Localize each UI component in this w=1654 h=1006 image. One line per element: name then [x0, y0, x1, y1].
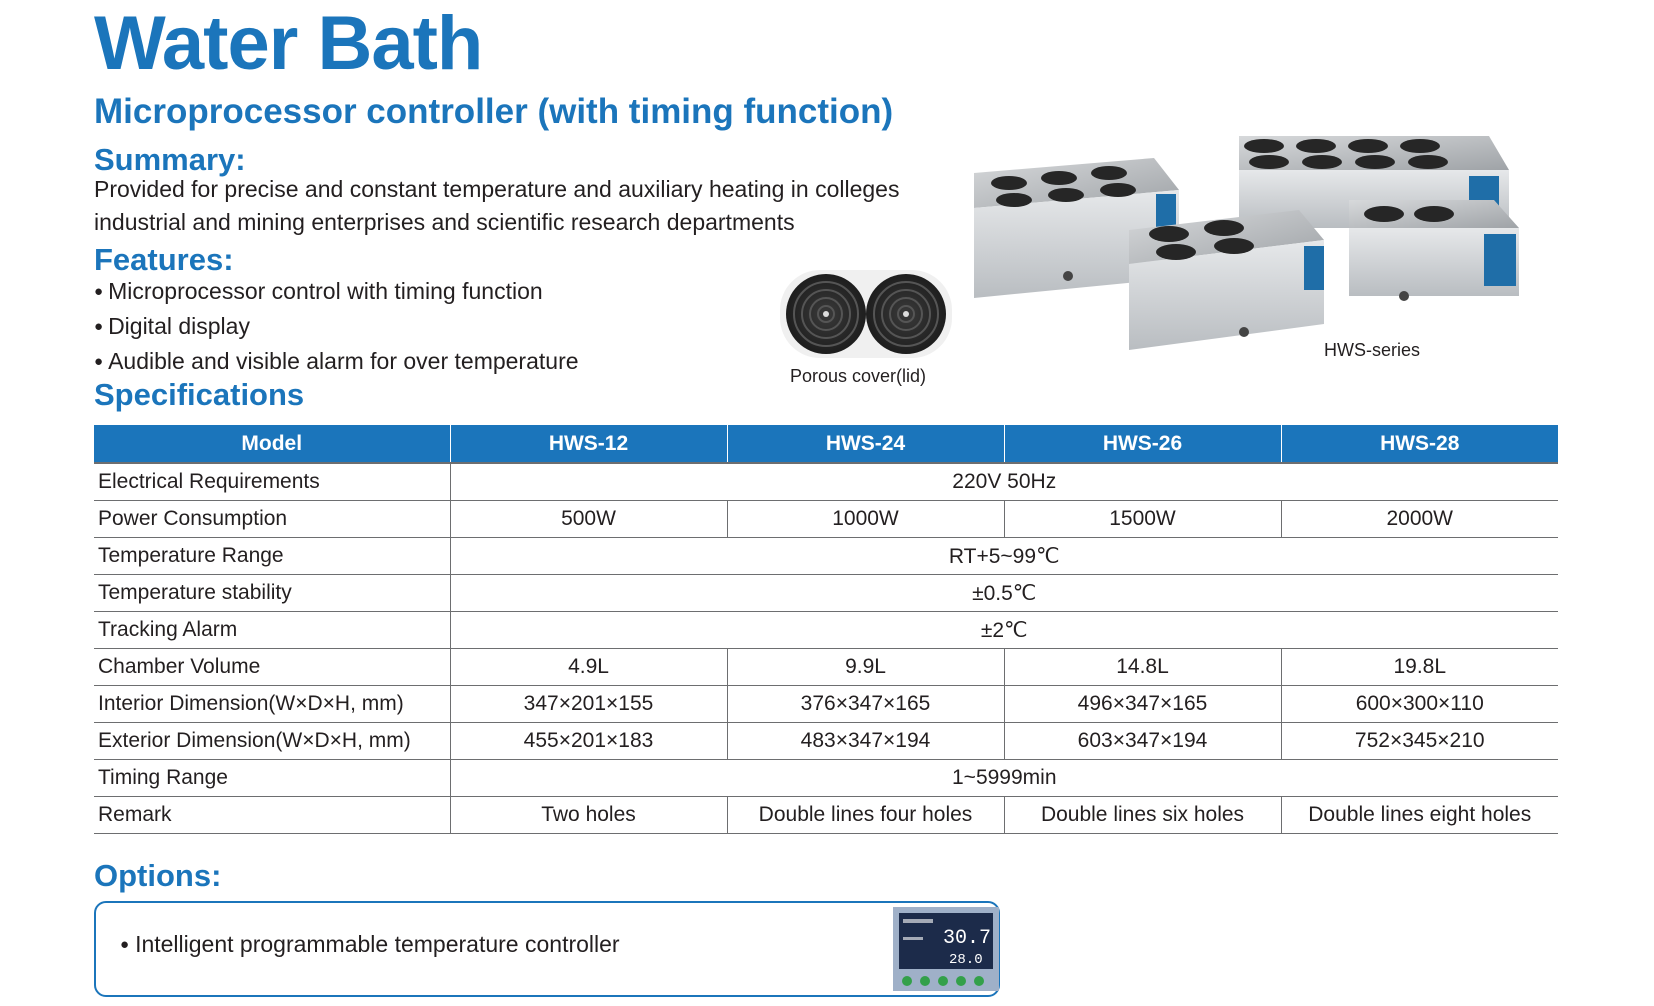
table-cell: 752×345×210	[1281, 723, 1558, 760]
table-cell: 1500W	[1004, 501, 1281, 538]
table-cell: 14.8L	[1004, 649, 1281, 686]
table-cell: 500W	[450, 501, 727, 538]
table-row	[94, 501, 1558, 538]
table-cell: RT+5~99℃	[450, 538, 1558, 575]
table-row	[94, 649, 1558, 686]
page-title: Water Bath	[94, 1, 483, 86]
summary-text: Provided for precise and constant temperature and auxiliary heating in colleges industrial and mining enterprises and scientific research departments	[94, 176, 900, 235]
options-box	[94, 901, 1000, 997]
row-label: Temperature stability	[94, 575, 450, 612]
row-label: Electrical Requirements	[94, 463, 450, 501]
feature-item: ● Audible and visible alarm for over temperature	[94, 344, 579, 379]
controller-display-image	[893, 907, 999, 991]
lid-caption: Porous cover(lid)	[790, 366, 927, 386]
table-cell: 347×201×155	[450, 686, 727, 723]
column-header: Model	[94, 425, 450, 463]
features-heading: Features:	[94, 242, 234, 277]
display-bottom-value: 28.0	[949, 952, 983, 968]
summary-heading: Summary:	[94, 142, 246, 177]
column-header: HWS-24	[727, 425, 1004, 463]
table-cell: Double lines six holes	[1004, 797, 1281, 834]
table-header-row	[94, 425, 1558, 463]
column-header: HWS-28	[1281, 425, 1558, 463]
table-row	[94, 797, 1558, 834]
table-cell: 376×347×165	[727, 686, 1004, 723]
column-header: HWS-12	[450, 425, 727, 463]
table-cell: 4.9L	[450, 649, 727, 686]
table-cell: Two holes	[450, 797, 727, 834]
table-cell: ±2℃	[450, 612, 1558, 649]
table-cell: Double lines eight holes	[1281, 797, 1558, 834]
row-label: Interior Dimension(W×D×H, mm)	[94, 686, 450, 723]
specifications-heading: Specifications	[94, 377, 305, 412]
porous-lid-image	[778, 268, 954, 360]
feature-item: ● Microprocessor control with timing function	[94, 274, 579, 309]
table-cell: 496×347×165	[1004, 686, 1281, 723]
table-cell: 19.8L	[1281, 649, 1558, 686]
table-cell: 2000W	[1281, 501, 1558, 538]
specifications-table	[94, 425, 1558, 834]
water-bath-series-image	[964, 128, 1564, 368]
options-heading: Options:	[94, 858, 222, 893]
column-header: HWS-26	[1004, 425, 1281, 463]
row-label: Remark	[94, 797, 450, 834]
table-row	[94, 686, 1558, 723]
display-top-value: 30.7	[943, 927, 992, 950]
table-cell: ±0.5℃	[450, 575, 1558, 612]
table-row	[94, 575, 1558, 612]
row-label: Tracking Alarm	[94, 612, 450, 649]
table-row	[94, 723, 1558, 760]
table-row	[94, 538, 1558, 575]
table-cell: 455×201×183	[450, 723, 727, 760]
table-cell: 9.9L	[727, 649, 1004, 686]
row-label: Exterior Dimension(W×D×H, mm)	[94, 723, 450, 760]
table-row	[94, 612, 1558, 649]
table-cell: 603×347×194	[1004, 723, 1281, 760]
table-cell: 220V 50Hz	[450, 463, 1558, 501]
table-row	[94, 760, 1558, 797]
table-cell: Double lines four holes	[727, 797, 1004, 834]
table-cell: 1000W	[727, 501, 1004, 538]
table-row	[94, 463, 1558, 501]
table-cell: 483×347×194	[727, 723, 1004, 760]
option-item: ● Intelligent programmable temperature controller	[120, 931, 620, 958]
row-label: Power Consumption	[94, 501, 450, 538]
page-subtitle: Microprocessor controller (with timing function)	[94, 92, 894, 131]
row-label: Temperature Range	[94, 538, 450, 575]
table-cell: 1~5999min	[450, 760, 1558, 797]
table-cell: 600×300×110	[1281, 686, 1558, 723]
row-label: Timing Range	[94, 760, 450, 797]
features-list	[94, 274, 579, 379]
series-caption: HWS-series	[1324, 340, 1421, 360]
row-label: Chamber Volume	[94, 649, 450, 686]
feature-item: ● Digital display	[94, 309, 579, 344]
